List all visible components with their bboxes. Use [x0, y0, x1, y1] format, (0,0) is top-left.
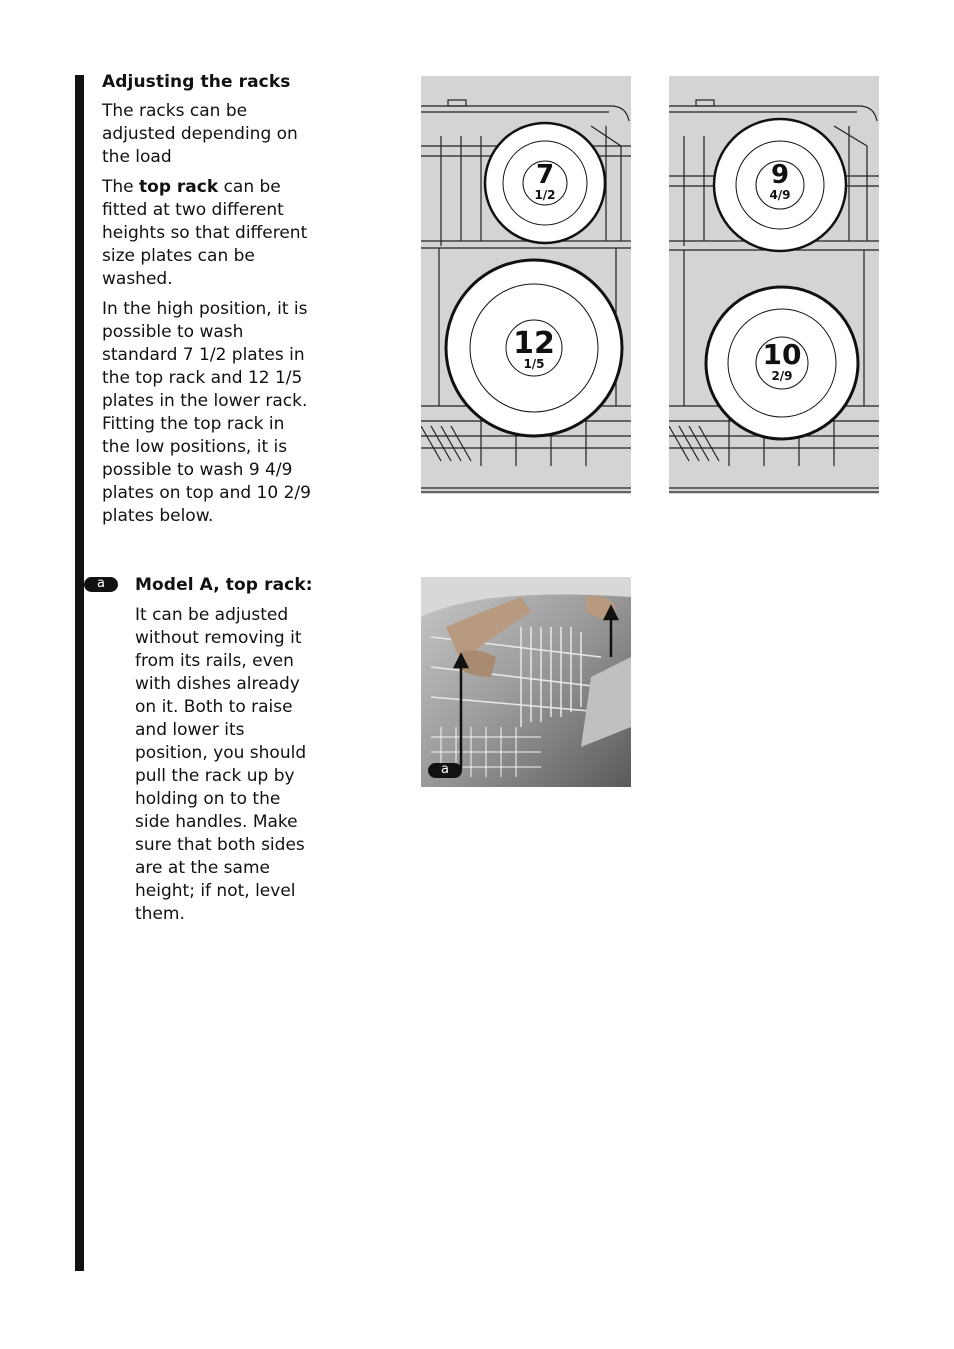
- plate-size-bottom-frac: 1/5: [523, 357, 545, 371]
- model-a-body: It can be adjusted without removing it from its rails, even with dishes already on it. Both to raise and lower its position, you should pull the rack up by holding on to the side handles. Make sure that both sides are at the same height; if not, level them.: [135, 605, 307, 924]
- section-adjusting-racks: [102, 72, 312, 535]
- plate-size-bottom-frac: 2/9: [771, 369, 793, 383]
- model-a-heading: Model A, top rack:: [135, 575, 313, 595]
- plate-size-bottom-whole: 10: [762, 338, 802, 371]
- photo-badge: a: [428, 763, 462, 778]
- section-model-a: [135, 574, 315, 933]
- rack-diagram-low-position: [669, 76, 879, 494]
- plate-size-top-frac: 4/9: [769, 188, 791, 202]
- paragraph-top-rack: The top rack can be fitted at two different heights so that different size plates can be washed.: [102, 177, 308, 289]
- margin-bar: [75, 75, 84, 1271]
- section-heading: Adjusting the racks: [102, 72, 291, 92]
- rack-photo: [421, 577, 631, 787]
- plate-size-bottom-whole: 12: [513, 326, 555, 361]
- paragraph-positions: In the high position, it is possible to wash standard 7 1/2 plates in the top rack and 12 1/5 plates in the lower rack. Fitting the top rack in the low positions, it is possible to wash 9 4/9 plates on top and 10 2/9 plates below.: [102, 299, 311, 526]
- plate-size-top-frac: 1/2: [534, 188, 556, 202]
- plate-size-top-whole: 7: [535, 160, 555, 190]
- top-rack-emphasis: top rack: [139, 177, 219, 197]
- plate-size-top-whole: 9: [770, 160, 790, 190]
- model-a-badge: a: [84, 577, 118, 592]
- paragraph-intro: The racks can be adjusted depending on the load: [102, 101, 298, 167]
- rack-diagram-high-position: [421, 76, 631, 494]
